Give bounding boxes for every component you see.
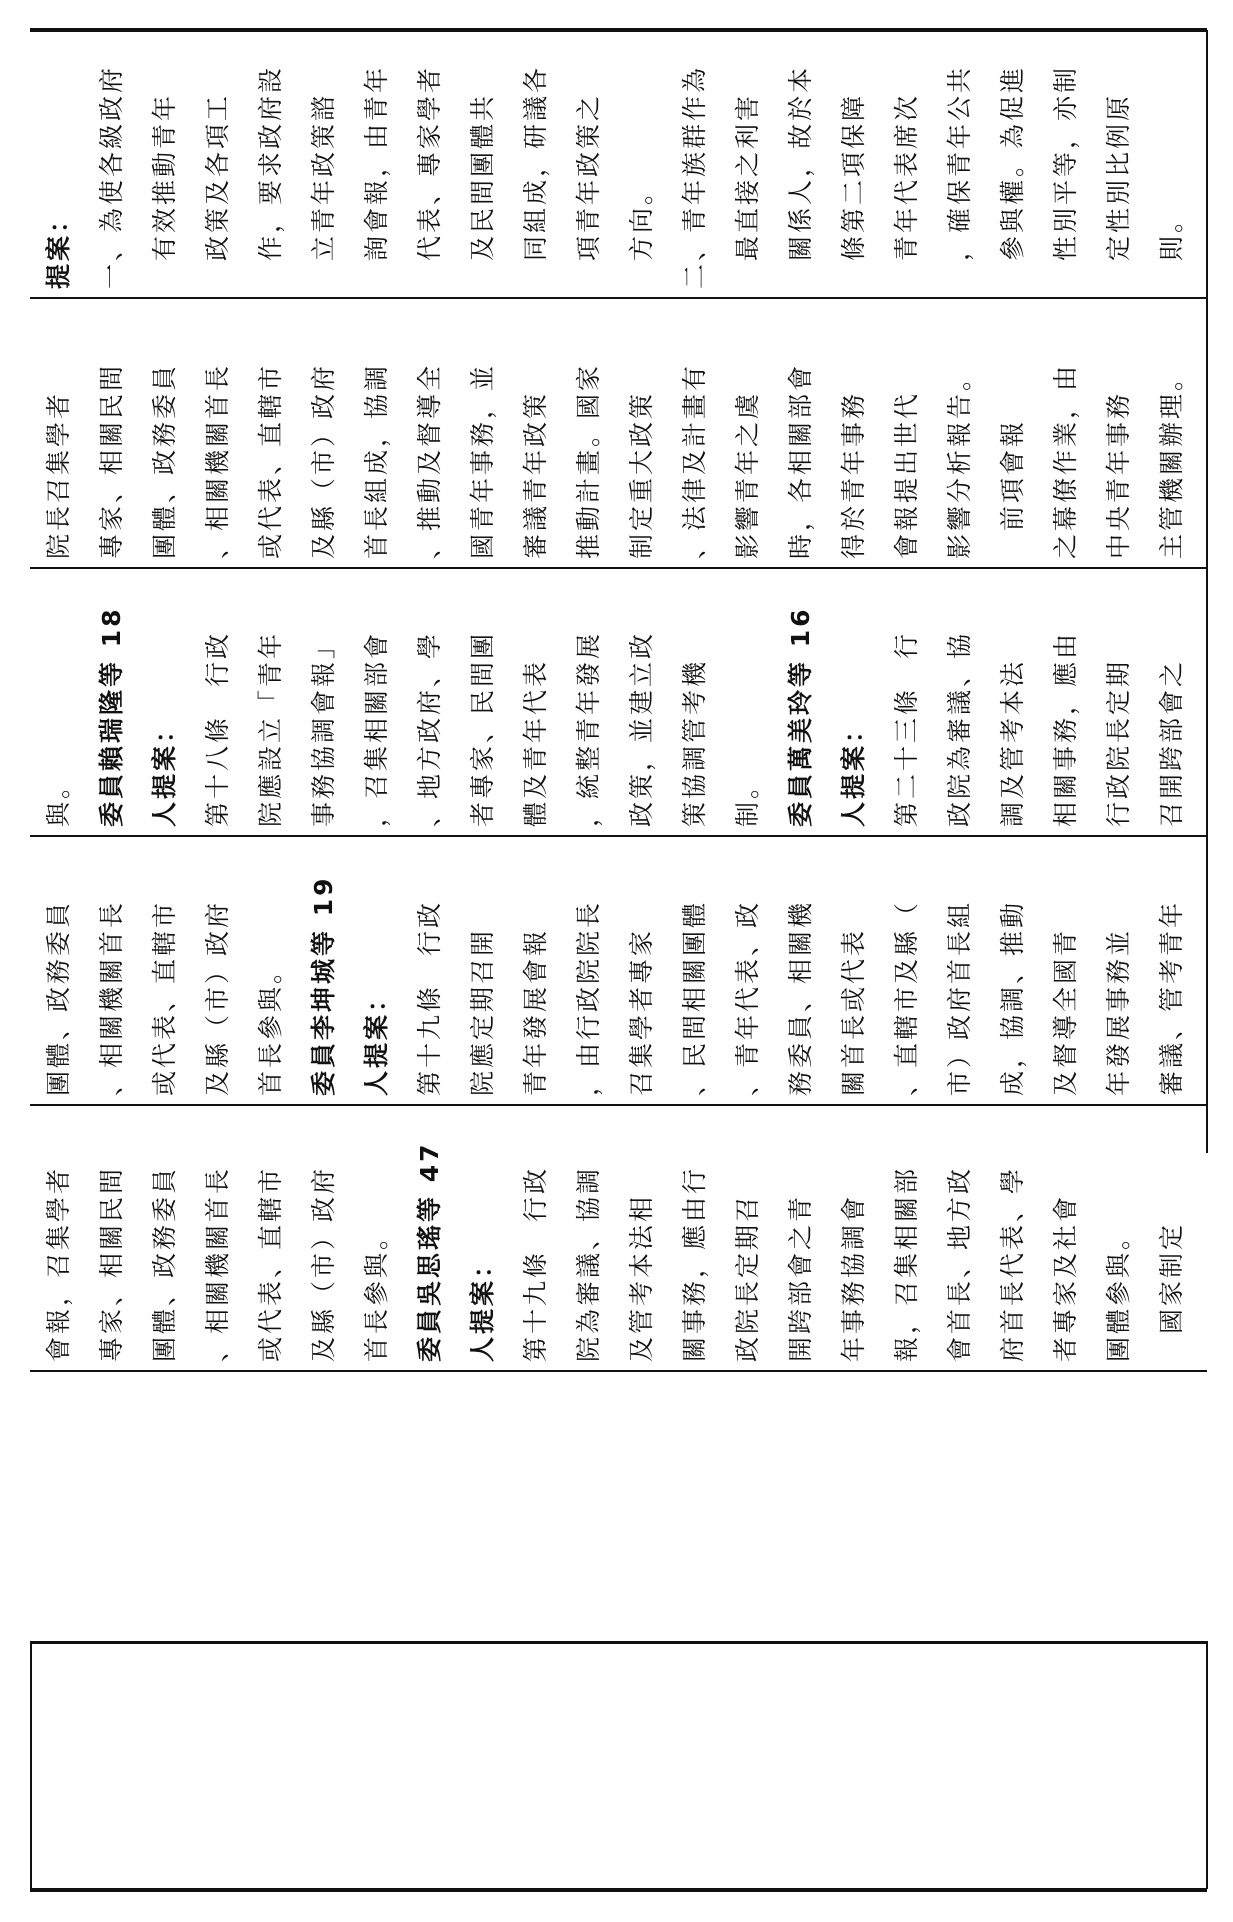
text-line: 首長參與。 (362, 1221, 391, 1362)
proposal-heading: 委員吳思瑤等 47 (415, 1141, 444, 1362)
proposal-heading: 委員賴瑞隆等 18 (97, 606, 126, 827)
text-line: ，確保青年公共 (945, 64, 974, 289)
text-line: 第十八條 行政 (203, 630, 232, 827)
text-line: 及縣（市）政府 (309, 1165, 338, 1362)
middle-rule (30, 1641, 1207, 1644)
text-line: 者專家、民間團 (468, 630, 497, 827)
text-line: 院為審議、協調 (574, 1165, 603, 1362)
text-line: 成，協調、推動 (998, 899, 1027, 1096)
text-line: 方向。 (627, 176, 656, 289)
band-2 (32, 301, 1204, 565)
text-line: 最直接之利害 (733, 92, 762, 289)
text-line: 與。 (44, 770, 73, 827)
text-line: 召開跨部會之 (1157, 658, 1186, 827)
text-line: 政院長定期召 (733, 1193, 762, 1362)
text-line: 院長召集學者 (44, 390, 73, 559)
text-line: 主管機關辦理。 (1157, 362, 1186, 559)
cell-divider (30, 1370, 1207, 1372)
text-line: 第二十三條 行 (892, 630, 921, 827)
top-rule (30, 28, 1207, 32)
text-line: 年事務協調會 (839, 1193, 868, 1362)
text-line: 制定重大政策 (627, 390, 656, 559)
band-4 (32, 839, 1204, 1102)
text-line: 審議、管考青年 (1157, 899, 1186, 1096)
bottom-rule (30, 1888, 1207, 1892)
text-line: 年發展事務並 (1104, 927, 1133, 1096)
text-line: 或代表、直轄市 (150, 899, 179, 1096)
text-line: 二、青年族群作為 (680, 64, 709, 289)
proposal-heading: 人提案： (839, 714, 868, 827)
text-line: 國家制定 (1157, 1221, 1186, 1362)
text-line: 、民間相關團體 (680, 899, 709, 1096)
text-line: 、地方政府、學 (415, 630, 444, 827)
text-line: 及縣（市）政府 (309, 362, 338, 559)
text-line: 性別平等，亦制 (1051, 64, 1080, 289)
text-line: ，召集相關部會 (362, 630, 391, 827)
cell-divider (30, 297, 1207, 299)
text-line: 政院為審議、協 (945, 630, 974, 827)
text-line: 團體、政務委員 (150, 362, 179, 559)
text-line: 、法律及計畫有 (680, 362, 709, 559)
text-line: 府首長代表、學 (998, 1165, 1027, 1362)
text-line: 則。 (1157, 204, 1186, 289)
band-1 (32, 34, 1204, 295)
text-line: 團體、政務委員 (150, 1165, 179, 1362)
text-line: 會報提出世代 (892, 390, 921, 559)
text-line: 有效推動青年 (150, 92, 179, 289)
text-line: 、相關機關首長 (97, 899, 126, 1096)
text-line: 之幕僚作業，由 (1051, 362, 1080, 559)
text-line: 詢會報，由青年 (362, 64, 391, 289)
text-line: 者專家及社會 (1051, 1193, 1080, 1362)
text-line: 國青年事務，並 (468, 362, 497, 559)
cell-divider (30, 1104, 1207, 1106)
text-line: 青年代表席次 (892, 92, 921, 289)
text-line: 或代表、直轄市 (256, 362, 285, 559)
proposal-heading: 人提案： (150, 714, 179, 827)
proposal-heading: 提案： (44, 204, 73, 289)
text-line: 影響青年之虞 (733, 390, 762, 559)
text-line: 事務協調會報」 (309, 630, 338, 827)
text-line: 政策，並建立政 (627, 630, 656, 827)
text-line: 首長組成，協調 (362, 362, 391, 559)
text-line: 召集學者專家 (627, 927, 656, 1096)
text-line: 得於青年事務 (839, 390, 868, 559)
text-line: 推動計畫。國家 (574, 362, 603, 559)
text-line: 專家、相關民間 (97, 362, 126, 559)
text-line: 定性別比例原 (1104, 92, 1133, 289)
text-line: 或代表、直轄市 (256, 1165, 285, 1362)
text-line: 、相關機關首長 (203, 1165, 232, 1362)
text-line: 調及管考本法 (998, 658, 1027, 827)
text-line: 、直轄市及縣（ (892, 899, 921, 1096)
proposal-heading: 委員萬美玲等 16 (786, 606, 815, 827)
text-line: 會報，召集學者 (44, 1165, 73, 1362)
text-line: 前項會報 (998, 418, 1027, 559)
cell-divider (30, 835, 1207, 837)
text-line: 、青年代表、政 (733, 899, 762, 1096)
text-line: 體及青年代表 (521, 658, 550, 827)
text-line: 關事務，應由行 (680, 1165, 709, 1362)
text-line: 開跨部會之青 (786, 1193, 815, 1362)
text-line: ，由行政院院長 (574, 899, 603, 1096)
text-line: 政策及各項工 (203, 92, 232, 289)
band-6 (32, 1374, 1204, 1639)
text-line: 會首長、地方政 (945, 1165, 974, 1362)
text-line: 時，各相關部會 (786, 362, 815, 559)
proposal-heading: 人提案： (468, 1249, 497, 1362)
text-line: 關首長或代表 (839, 927, 868, 1096)
text-line: 影響分析報告。 (945, 362, 974, 559)
text-line: 首長參與。 (256, 955, 285, 1096)
text-line: 團體參與。 (1104, 1221, 1133, 1362)
text-line: ，統整青年發展 (574, 630, 603, 827)
text-line: 務委員、相關機 (786, 899, 815, 1096)
text-line: 及民間團體共 (468, 92, 497, 289)
text-line: 第十九條 行政 (415, 899, 444, 1096)
text-line: 相關事務，應由 (1051, 630, 1080, 827)
text-line: 中央青年事務 (1104, 390, 1133, 559)
text-line: 作，要求政府設 (256, 64, 285, 289)
text-line: 及管考本法相 (627, 1193, 656, 1362)
text-line: 市）政府首長組 (945, 899, 974, 1096)
text-line: 院應定期召開 (468, 927, 497, 1096)
text-line: 專家、相關民間 (97, 1165, 126, 1362)
text-line: 一、為使各級政府 (97, 64, 126, 289)
text-line: 青年發展會報 (521, 927, 550, 1096)
text-line: 制。 (733, 770, 762, 827)
band-divider (1206, 30, 1208, 1153)
text-line: 院應設立「青年 (256, 630, 285, 827)
text-line: 團體、政務委員 (44, 899, 73, 1096)
text-line: 參與權。為促進 (998, 64, 1027, 289)
proposal-heading: 委員李坤城等 19 (309, 875, 338, 1096)
band-5 (32, 1108, 1204, 1368)
text-line: 第十九條 行政 (521, 1165, 550, 1362)
text-line: 、相關機關首長 (203, 362, 232, 559)
text-line: 代表、專家學者 (415, 64, 444, 289)
text-line: 項青年政策之 (574, 92, 603, 289)
cell-divider (30, 567, 1207, 569)
text-line: 報，召集相關部 (892, 1165, 921, 1362)
text-line: 條第二項保障 (839, 92, 868, 289)
text-line: 審議青年政策 (521, 390, 550, 559)
text-line: 同組成，研議各 (521, 64, 550, 289)
text-line: 行政院長定期 (1104, 658, 1133, 827)
text-line: 及督導全國青 (1051, 927, 1080, 1096)
band-divider (1206, 1641, 1208, 1889)
text-line: 策協調管考機 (680, 658, 709, 827)
text-line: 關係人，故於本 (786, 64, 815, 289)
text-line: 及縣（市）政府 (203, 899, 232, 1096)
band-divider (30, 1641, 32, 1889)
text-line: 、推動及督導全 (415, 362, 444, 559)
text-line: 立青年政策諮 (309, 92, 338, 289)
proposal-heading: 人提案： (362, 983, 391, 1096)
band-3 (32, 571, 1204, 833)
